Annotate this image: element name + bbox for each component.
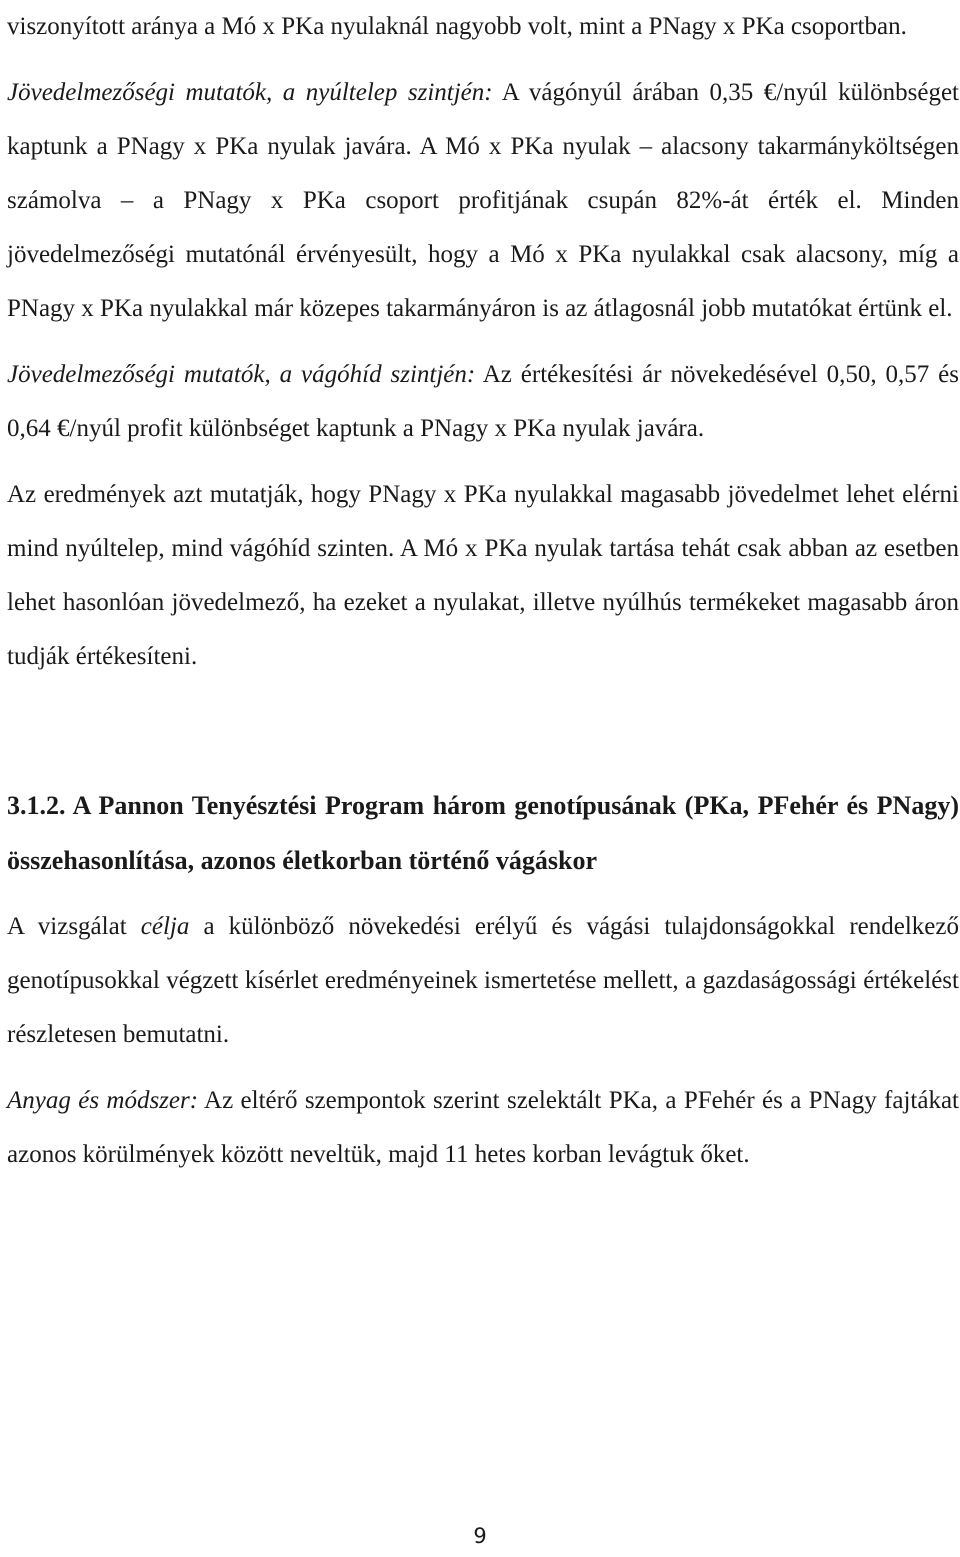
paragraph-6 <box>7 1074 959 1182</box>
paragraph-3 <box>7 348 959 456</box>
section-heading <box>7 778 959 888</box>
paragraph-2-lead: Jövedelmezőségi mutatók, a nyúltelep szintjén: <box>7 79 493 106</box>
paragraph-6-lead: Anyag és módszer: <box>7 1087 199 1114</box>
section-title: A Pannon Tenyésztési Program három genotípusának (PKa, PFehér és PNagy) összehasonlítása, azonos életkorban történő vágáskor <box>7 791 959 875</box>
paragraph-6-text: Az eltérő szempontok szerint szelektált PKa, a PFehér és a PNagy fajtákat azonos körülmények között neveltük, majd 11 hetes korban levágtuk őket. <box>7 1087 960 1168</box>
paragraph-1-text: viszonyított aránya a Mó x PKa nyulaknál nagyobb volt, mint a PNagy x PKa csoportban. <box>7 13 907 40</box>
paragraph-5-post: a különböző növekedési erélyű és vágási tulajdonságokkal rendelkező genotípusokkal végzett kísérlet eredményeinek ismertetése mellett, a gazdaságossági értékelést részletesen bemutatni. <box>7 913 959 1048</box>
paragraph-3-lead: Jövedelmezőségi mutatók, a vágóhíd szintjén: <box>7 361 476 388</box>
page-number: 9 <box>473 1524 487 1548</box>
paragraph-4-text: Az eredmények azt mutatják, hogy PNagy x PKa nyulakkal magasabb jövedelmet lehet elérni mind nyúltelep, mind vágóhíd szinten. A Mó x PKa nyulak tartása tehát csak abban az esetben lehet hasonlóan jövedelmező, ha ezeket a nyulakat, illetve nyúlhús termékeket magasabb áron tudják értékesíteni. <box>7 481 959 670</box>
paragraph-4 <box>7 468 959 684</box>
paragraph-2 <box>7 66 959 336</box>
paragraph-5-pre: A vizsgálat <box>7 913 141 940</box>
paragraph-5 <box>7 900 959 1062</box>
section-number: 3.1.2. <box>7 791 66 820</box>
paragraph-3-text: Az értékesítési ár növekedésével 0,50, 0,57 és 0,64 €/nyúl profit különbséget kaptunk a PNagy x PKa nyulak javára. <box>7 361 959 442</box>
paragraph-1 <box>7 0 959 54</box>
document-page <box>7 0 959 1182</box>
paragraph-5-italic: célja <box>140 913 190 940</box>
paragraph-2-text: A vágónyúl árában 0,35 €/nyúl különbséget kaptunk a PNagy x PKa nyulak javára. A Mó x PKa nyulak – alacsony takarmányköltségen számolva – a PNagy x PKa csoport profitjának csupán 82%-át érték el. Minden jövedelmezőségi mutatónál érvényesült, hogy a Mó x PKa nyulakkal csak alacsony, míg a PNagy x PKa nyulakkal már közepes takarmányáron is az átlagosnál jobb mutatókat értünk el. <box>7 79 959 322</box>
